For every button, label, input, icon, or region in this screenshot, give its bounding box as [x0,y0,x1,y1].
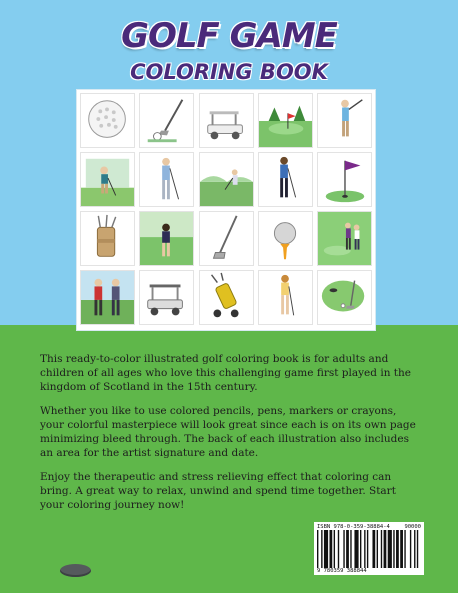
putting-green-thumbnail [317,270,372,325]
barcode-bar [367,530,368,568]
barcode-bar [321,530,322,568]
club-swing-thumbnail [139,93,194,148]
barcode-bar [346,530,349,568]
barcode-bar [338,530,339,568]
golf-cart-thumbnail [199,93,254,148]
golf-buggy-thumbnail [139,270,194,325]
barcode-bar [317,530,318,568]
description-paragraph-2: Whether you like to use colored pencils, pens, markers or crayons, your colorful masterpiece will look great since each is on its own page minimizing bleed through. The back of each illustration also includes an area for the artist signature and date. [40,405,416,459]
barcode-bar [329,530,332,568]
description-paragraph-3: Enjoy the therapeutic and stress relieving effect that coloring can bring. A great way to relax, unwind and spend time together. Start your coloring journey now! [40,471,396,511]
barcode-bar [381,530,382,568]
golfer-standing-thumbnail [139,152,194,207]
thumbnail-grid [77,90,375,330]
cover-subtitle: COLORING BOOK [130,60,328,84]
barcode-bar [393,530,394,568]
golf-hole-icon [60,564,91,577]
barcode-bar [388,530,392,568]
barcode-bar [360,530,361,568]
barcode-bar [410,530,411,568]
two-golfers-thumbnail [317,211,372,266]
cover-title: GOLF GAME [121,16,337,56]
barcode-bar [417,530,418,568]
description-paragraph-1: This ready-to-color illustrated golf coloring book is for adults and children of all ages who love this challenging game first played in the kingdom of Scotland in the 15th century. [40,353,411,393]
woman-on-course-thumbnail [139,211,194,266]
isbn-text: ISBN 978-0-359-38884-4 [317,524,390,530]
woman-golfer-thumbnail [258,152,313,207]
barcode-bar [414,530,415,568]
golf-couple-thumbnail [80,270,135,325]
golf-bag-thumbnail [80,211,135,266]
golf-ball-thumbnail [80,93,135,148]
barcode-digits: 9 780359 388844 [317,568,367,574]
bag-trolley-thumbnail [199,270,254,325]
barcode-bars [317,530,421,568]
golf-club-thumbnail [199,211,254,266]
barcode [314,522,424,575]
barcode-bar [396,530,399,568]
barcode-bar [384,530,387,568]
description [40,352,420,522]
barcode-bar [324,530,328,568]
woman-putting-thumbnail [258,270,313,325]
barcode-bar [354,530,358,568]
golfer-landscape-thumbnail [199,152,254,207]
flag-on-green-thumbnail [317,152,372,207]
golfer-swinging-thumbnail [317,93,372,148]
price-code: 90000 [404,524,421,530]
barcode-bar [400,530,403,568]
barcode-bar [334,530,335,568]
course-green-thumbnail [258,93,313,148]
barcode-bar [404,530,405,568]
ball-on-tee-thumbnail [258,211,313,266]
barcode-bar [372,530,375,568]
barcode-bar [343,530,344,568]
barcode-bar [364,530,365,568]
barcode-bar [350,530,351,568]
golfer-on-course-thumbnail [80,152,135,207]
barcode-bar [377,530,378,568]
